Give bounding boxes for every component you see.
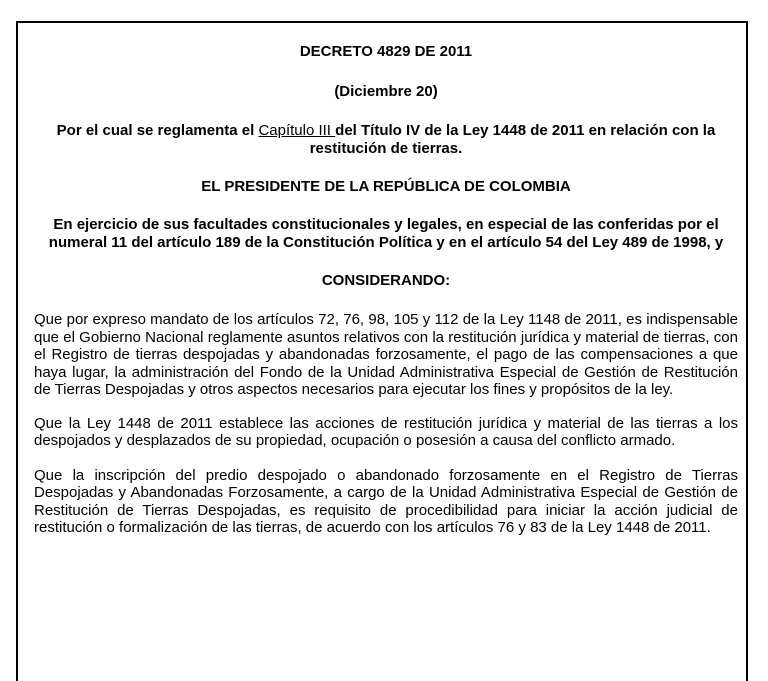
considerando-paragraph: Que por expreso mandato de los artículos 72, 76, 98, 105 y 112 de la Ley 1148 de 2011, es indispensable que el Gobierno Nacional reglamente asuntos relativos con la restitución jurídica y material de tierras, con el Registro de tierras despojadas y abandonadas forzosamente, el pago de las compensaciones a que haya lugar, la administración del Fondo de la Unidad Administrativa Especial de Gestión de Restitución de Tierras Despojadas y otros aspectos necesarios para ejecutar los fines y propósitos de la ley. [34,311,738,398]
decree-title: DECRETO 4829 DE 2011 [299,43,473,60]
considerando-paragraph: Que la Ley 1448 de 2011 establece las acciones de restitución jurídica y material de las tierras a los despojados y desplazados de su propiedad, ocupación o posesión a causa del conflicto armado. [34,414,738,449]
considerando-paragraph: Que la inscripción del predio despojado o abandonado forzosamente en el Registro de Tierras Despojadas y Abandonadas Forzosamente, a cargo de la Unidad Administrativa Especial de Gestión de Restitución de Tierras Despojadas, es requisito de procedibilidad para iniciar la acción judicial de restitución o formalización de las tierras, de acuerdo con los artículos 76 y 83 de la Ley 1448 de 2011. [34,466,738,536]
subject-prefix: Por el cual se reglamenta el [56,122,259,139]
chapter-link[interactable]: Capítulo III [258,122,336,139]
decree-date: (Diciembre 20) [334,83,438,100]
decree-subject [34,122,738,158]
subject-suffix: del Título IV de la Ley 1448 de 2011 en relación con la restitución de tierras. [309,122,716,157]
considerando-heading: CONSIDERANDO: [321,272,451,289]
document-page [16,21,748,681]
document-body [34,43,738,537]
president-heading: EL PRESIDENTE DE LA REPÚBLICA DE COLOMBIA [201,178,571,195]
preamble: En ejercicio de sus facultades constitucionales y legales, en especial de las conferidas por el numeral 11 del artículo 189 de la Constitución Política y en el artículo 54 del Ley 489 de 1998, y [48,216,724,251]
